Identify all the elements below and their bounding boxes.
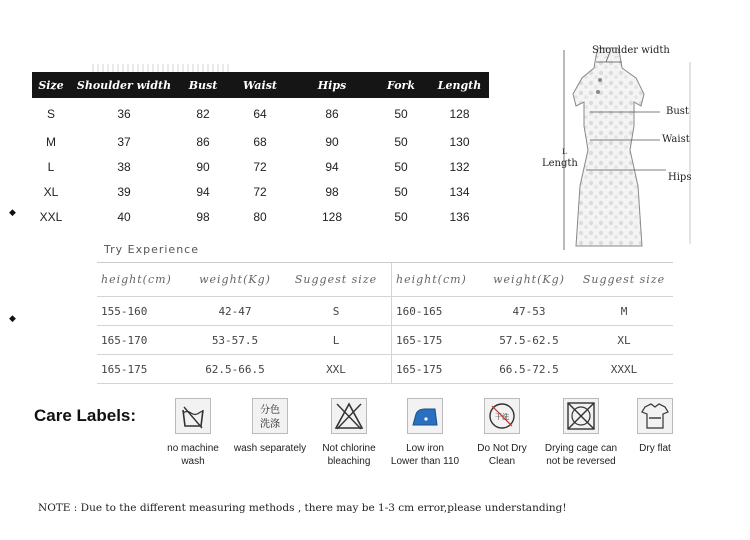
cell: 40 xyxy=(117,209,131,224)
caption-line: wash separately xyxy=(233,443,307,454)
low-iron-icon xyxy=(407,398,443,434)
try-header: Suggest size xyxy=(294,273,378,286)
header-hips: Hips xyxy=(317,78,347,92)
cell: XXL xyxy=(326,362,346,376)
cell: M xyxy=(46,134,56,149)
cell: 68 xyxy=(253,134,267,149)
header-length: Length xyxy=(437,78,482,92)
cell: 165-175 xyxy=(391,355,483,383)
care-item-wash-separately xyxy=(225,398,315,455)
cell: 160-165 xyxy=(391,297,483,325)
cell: 57.5-62.5 xyxy=(499,333,559,347)
cell: 132 xyxy=(449,159,470,174)
label-length-mark: L xyxy=(562,148,567,156)
care-caption xyxy=(225,442,315,455)
size-row-l xyxy=(32,154,489,179)
header-fork: Fork xyxy=(387,78,415,92)
wash-glyph-top: 分色 xyxy=(260,405,280,416)
cell: 155-160 xyxy=(101,304,148,318)
wash-glyph-bottom: 洗涤 xyxy=(260,419,280,430)
cell: 50 xyxy=(394,134,408,149)
cell: 98 xyxy=(196,209,210,224)
cell: 86 xyxy=(325,106,339,121)
cell: 128 xyxy=(449,106,470,121)
dry-flat-icon xyxy=(637,398,673,434)
cell: 72 xyxy=(253,184,267,199)
label-hips: Hips xyxy=(668,172,692,183)
bullet-diamond-icon: ◆ xyxy=(9,314,16,324)
cell: XXL xyxy=(39,209,63,224)
label-waist: Waist xyxy=(662,134,690,145)
label-bust: Bust xyxy=(666,106,689,117)
care-caption xyxy=(610,442,700,455)
header-waist: Waist xyxy=(243,78,277,92)
try-row xyxy=(97,355,673,384)
bullet-diamond-icon: ◆ xyxy=(9,208,16,218)
cell: 38 xyxy=(117,159,131,174)
cell: XL xyxy=(43,184,59,199)
wash-separately-icon xyxy=(252,398,288,434)
cell: 72 xyxy=(253,159,267,174)
cell: 94 xyxy=(196,184,210,199)
cell: 62.5-66.5 xyxy=(205,362,265,376)
cell: S xyxy=(46,106,55,121)
try-header: Suggest size xyxy=(582,273,666,286)
size-chart-table xyxy=(32,72,489,229)
cell: 86 xyxy=(196,134,210,149)
cell: 94 xyxy=(325,159,339,174)
caption-line: Lower than 110 xyxy=(390,456,460,467)
cell: 90 xyxy=(325,134,339,149)
try-header: weight(Kg) xyxy=(493,273,565,286)
caption-line: no machine xyxy=(167,443,219,454)
try-header: height(cm) xyxy=(101,273,172,286)
cell: 134 xyxy=(449,184,470,199)
size-row-m xyxy=(32,129,489,154)
try-experience-title: Try Experience xyxy=(104,243,199,256)
cell: 128 xyxy=(321,209,343,224)
cell: 80 xyxy=(253,209,267,224)
size-chart-header xyxy=(32,72,489,98)
label-shoulder-width: Shoulder width xyxy=(592,45,670,56)
cell: 130 xyxy=(449,134,470,149)
cell: S xyxy=(332,304,340,318)
care-item-no-dry-clean xyxy=(457,398,547,468)
cell: 165-170 xyxy=(101,333,148,347)
cell: M xyxy=(620,304,628,318)
no-chlorine-bleach-icon xyxy=(331,398,367,434)
cell: L xyxy=(47,159,55,174)
header-shoulder-width: Shoulder width xyxy=(76,78,172,92)
cell: XXXL xyxy=(610,362,638,376)
cell: 42-47 xyxy=(218,304,252,318)
cell: 50 xyxy=(394,159,408,174)
try-header: height(cm) xyxy=(391,263,483,296)
cell: 50 xyxy=(394,209,408,224)
caption-line: Clean xyxy=(488,456,516,467)
caption-line: not be reversed xyxy=(546,456,616,467)
cell: 50 xyxy=(394,184,408,199)
label-length: Length xyxy=(542,158,578,169)
dress-measure-figure xyxy=(538,40,698,260)
dry-clean-glyph: 干洗 xyxy=(495,413,509,421)
care-caption xyxy=(457,442,547,468)
cell: 136 xyxy=(449,209,470,224)
cell: 165-175 xyxy=(391,326,483,354)
header-bust: Bust xyxy=(188,78,218,92)
no-tumble-dry-icon xyxy=(563,398,599,434)
try-experience-table xyxy=(97,262,673,384)
caption-line: Low iron xyxy=(406,443,444,454)
cell: L xyxy=(332,333,340,347)
caption-line: Drying cage can xyxy=(544,443,618,454)
cell: XL xyxy=(617,333,631,347)
cell: 66.5-72.5 xyxy=(499,362,559,376)
measurement-note: NOTE : Due to the different measuring methods , there may be 1-3 cm error,please understanding! xyxy=(38,502,567,514)
size-row-xl xyxy=(32,179,489,204)
size-row-xxl xyxy=(32,204,489,229)
care-item-dry-flat xyxy=(610,398,700,455)
cell: 37 xyxy=(117,134,131,149)
caption-line: Dry flat xyxy=(639,443,671,454)
caption-line: Not chlorine xyxy=(322,443,376,454)
cell: 53-57.5 xyxy=(211,333,259,347)
try-row xyxy=(97,326,673,355)
care-labels-title: Care Labels: xyxy=(34,406,137,425)
caption-line: bleaching xyxy=(327,456,371,467)
caption-line: Do Not Dry xyxy=(477,443,527,454)
header-size: Size xyxy=(38,78,64,92)
caption-line: wash xyxy=(181,456,205,467)
cell: 50 xyxy=(394,106,408,121)
cell: 165-175 xyxy=(101,362,148,376)
cell: 39 xyxy=(117,184,131,199)
cell: 90 xyxy=(196,159,210,174)
cell: 64 xyxy=(253,106,267,121)
cell: 98 xyxy=(325,184,339,199)
do-not-dry-clean-icon xyxy=(484,398,520,434)
try-header: weight(Kg) xyxy=(199,273,271,286)
no-machine-wash-icon xyxy=(175,398,211,434)
try-row xyxy=(97,297,673,326)
cell: 36 xyxy=(117,106,131,121)
try-header-row xyxy=(97,263,673,297)
cell: 47-53 xyxy=(512,304,546,318)
cell: 82 xyxy=(196,106,210,121)
size-row-s xyxy=(32,98,489,129)
